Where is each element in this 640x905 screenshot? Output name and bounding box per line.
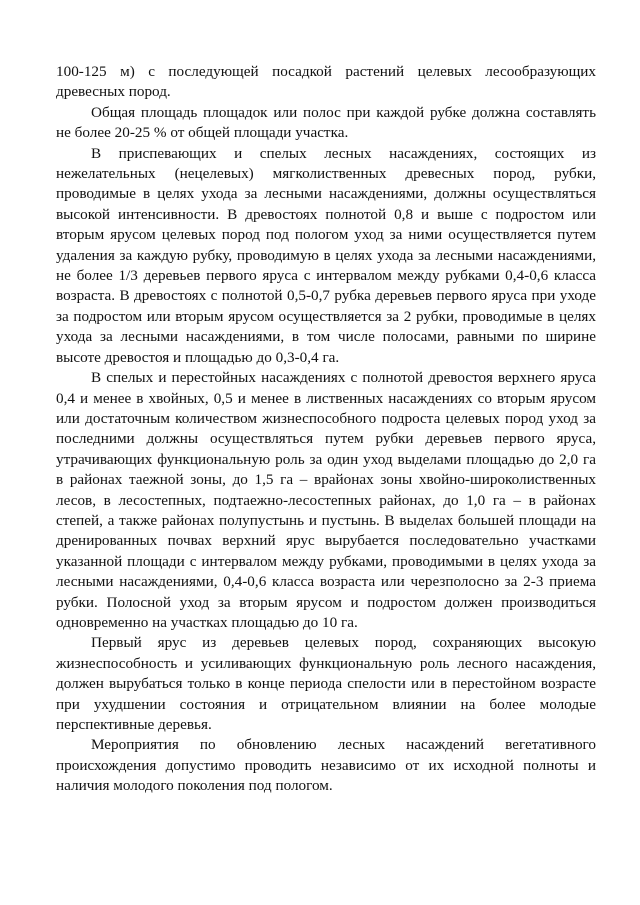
paragraph-vegetative-renewal: Мероприятия по обновлению лесных насаждений вегетативного происхождения допустимо проводить независимо от их исходной полноты и наличия молодого поколения под пологом. (56, 736, 596, 795)
paragraph-first-tier: Первый ярус из деревьев целевых пород, сохраняющих высокую жизнеспособность и усиливающих функциональную роль лесного насаждения, должен вырубаться только в конце периода спелости или в перестойном возрасте при ухудшении состояния и отрицательном влиянии на более молодые перспективные деревья. (56, 634, 596, 733)
paragraph-maturing-stands: В приспевающих и спелых лесных насаждениях, состоящих из нежелательных (нецелевых) мягколиственных древесных пород, рубки, проводимые в целях ухода за лесными насаждениями, должны осуществляться высокой интенсивности. В древостоях полнотой 0,8 и выше с подростом или вторым ярусом целевых пород под пологом уход за ними осуществляется путем удаления за каждую рубку, проводимую в целях ухода за лесными насаждениями, не более 1/3 деревьев первого яруса с интервалом между рубками 0,4-0,6 класса возраста. В древостоях с полнотой 0,5-0,7 рубка деревьев первого яруса при уходе за подростом или вторым ярусом осуществляется за 2 рубки, проводимые в целях ухода за лесными насаждениями, в том числе полосами, равными по ширине высоте древостоя и площадью до 0,3-0,4 га. (56, 144, 596, 366)
paragraph-mature-overmature-stands: В спелых и перестойных насаждениях с полнотой древостоя верхнего яруса 0,4 и менее в хвойных, 0,5 и менее в лиственных насаждениях со вторым ярусом или достаточным количеством жизнеспособного подроста целевых пород уход за последними должны осуществляться путем рубки деревьев первого яруса, утрачивающих функциональную роль за один уход выделами площадью до 2,0 га в районах таежной зоны, до 1,5 га – вpайонах зоны хвойно-широколиственных лесов, в лесостепных, подтаежно-лесостепных районах, до 1,0 га – в районах степей, а также районах полупустынь и пустынь. В выделах большей площади на дренированных почвах верхний ярус вырубается последовательно участками указанной площади с интервалом между рубками, проводимыми в целях ухода за лесными насаждениями, 0,4-0,6 класса возраста или черезполосно за 2-3 приема рубки. Полосной уход за вторым ярусом и подростом должен производиться одновременно на участках площадью до 10 га. (56, 369, 596, 631)
document-body (56, 62, 596, 797)
paragraph-continuation: 100-125 м) с последующей посадкой растений целевых лесообразующих древесных пород. (56, 63, 596, 101)
paragraph-plot-area: Общая площадь площадок или полос при каждой рубке должна составлять не более 20-25 % от общей площади участка. (56, 103, 596, 142)
